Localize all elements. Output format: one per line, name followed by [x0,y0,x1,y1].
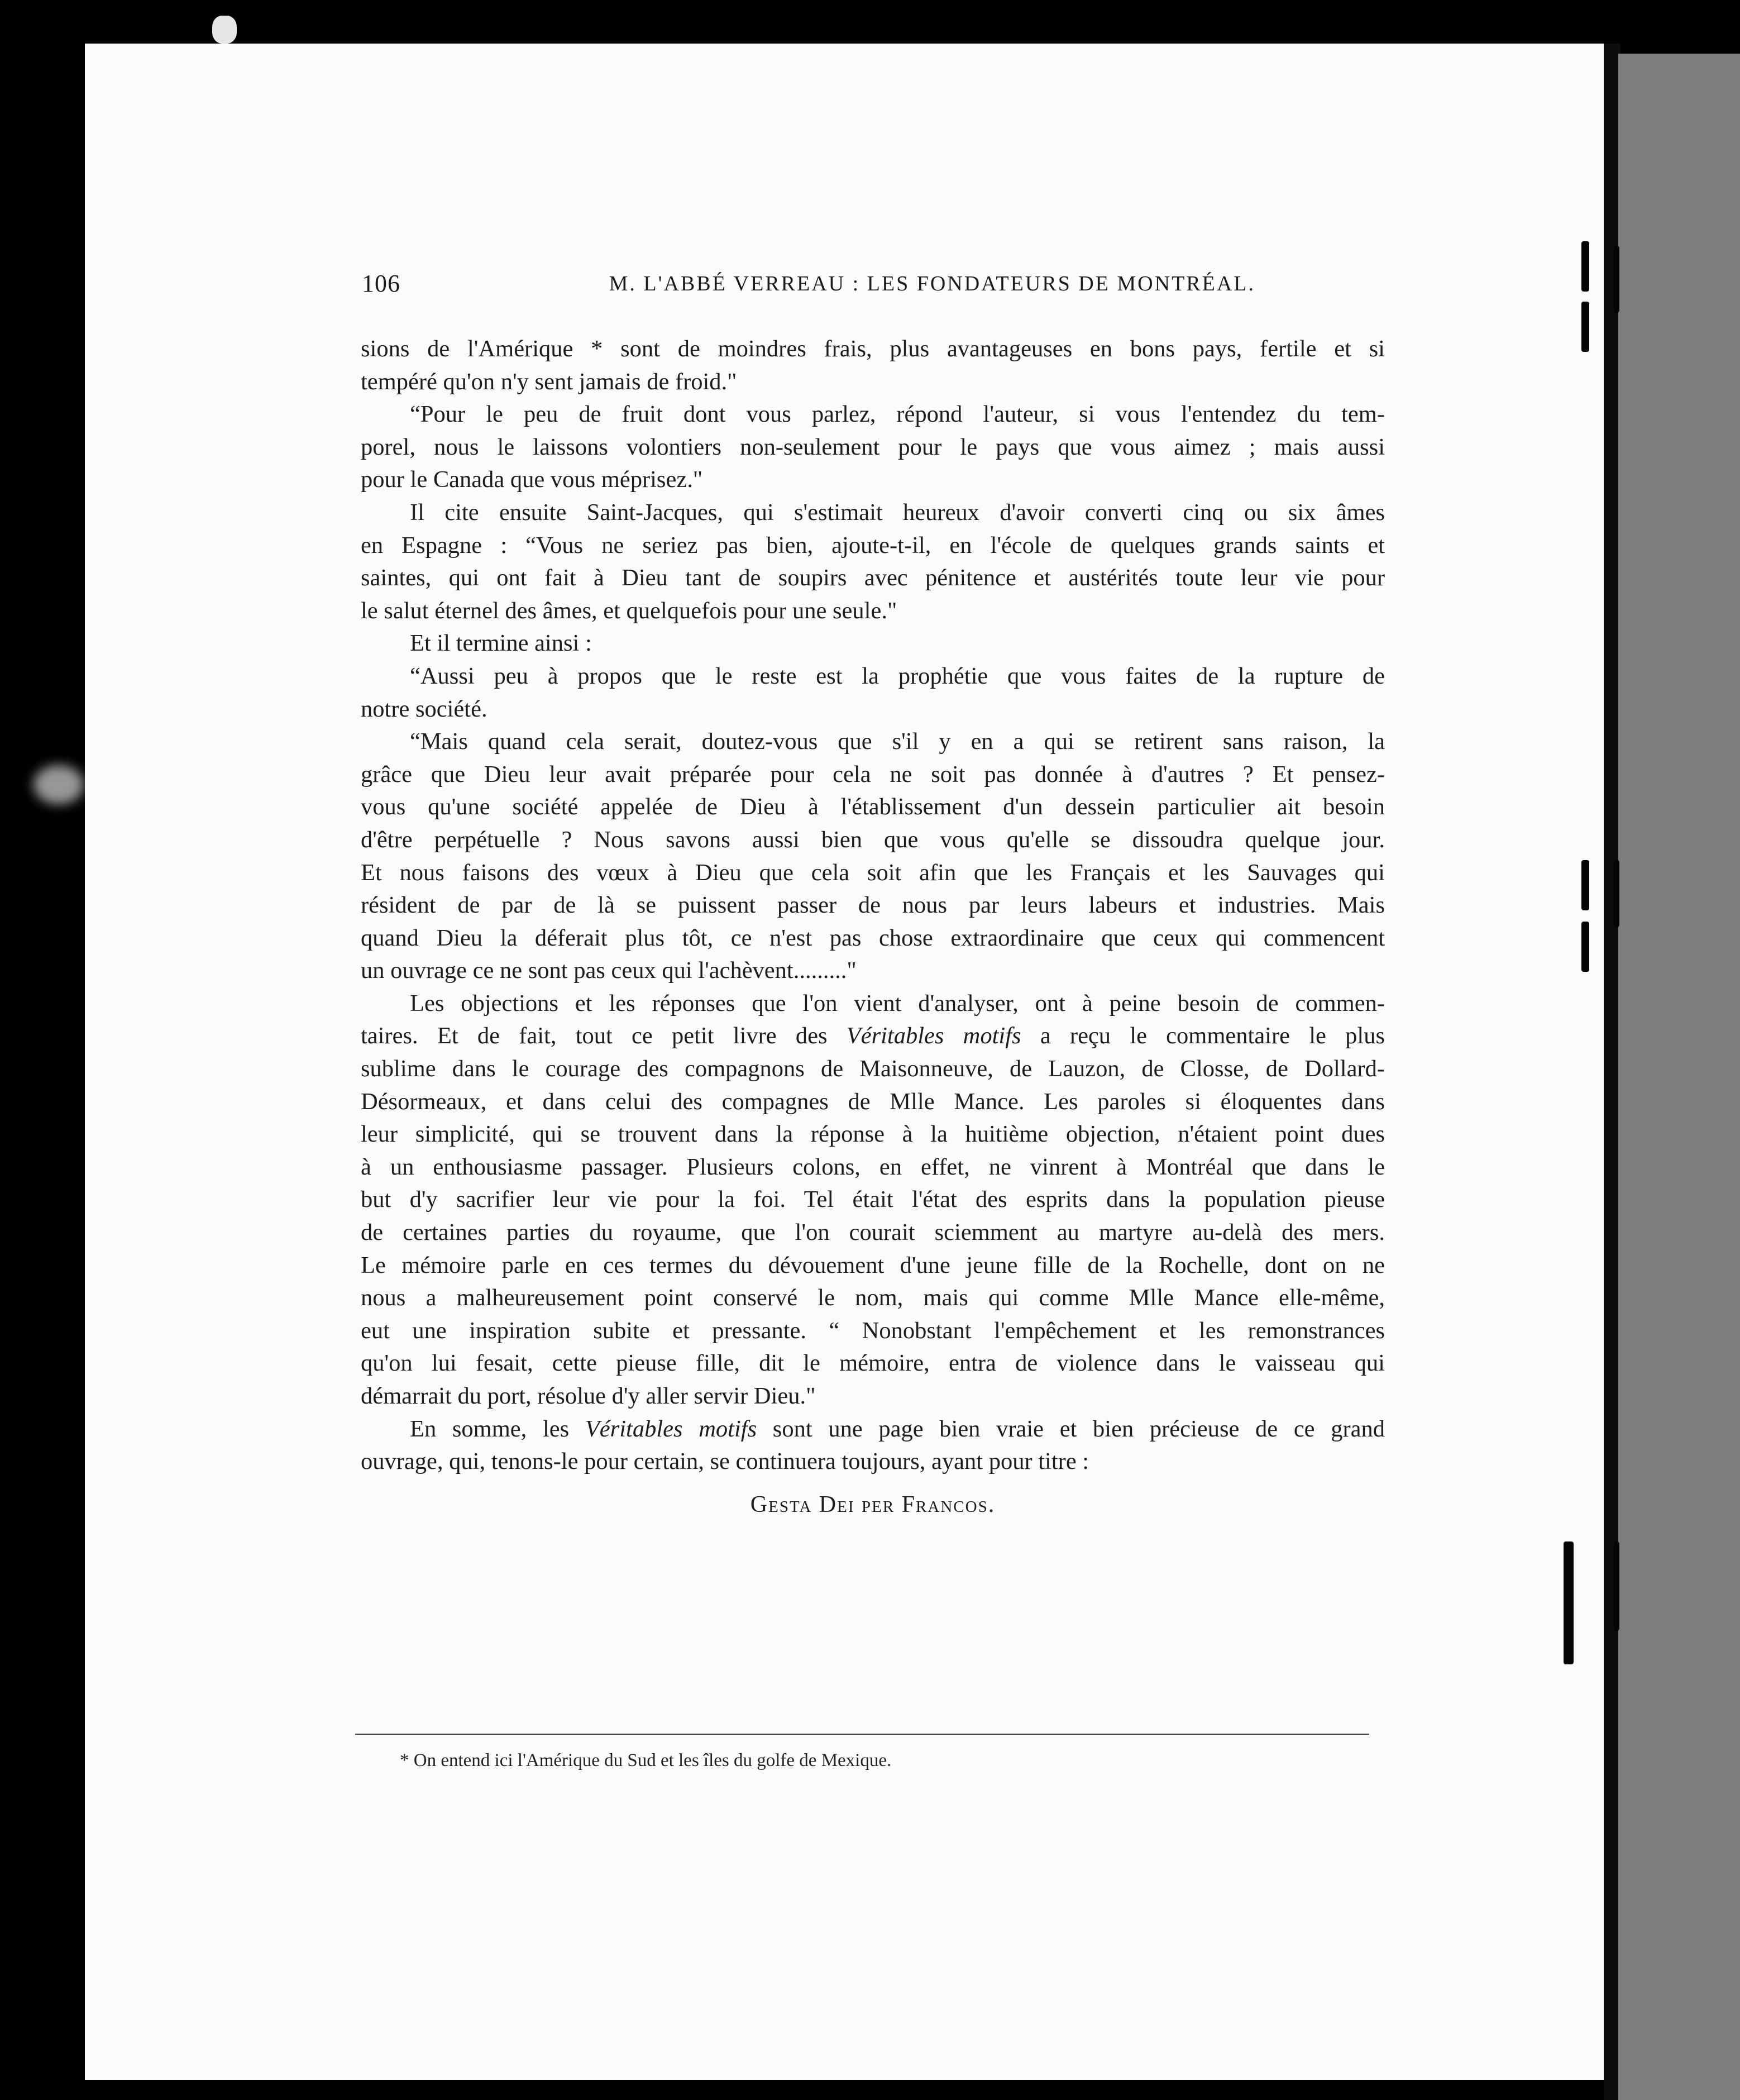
text-line: de certaines parties du royaume, que l'on courait sciemment au martyre au-delà des mers. [361,1219,1385,1246]
paragraph [361,627,1385,660]
paragraph [361,726,1385,987]
paragraph [361,398,1385,497]
text-line: eut une inspiration subite et pressante. “ Nonobstant l'empêchement et les remonstrances [361,1317,1385,1344]
running-head [362,269,1255,303]
text-line: ouvrage, qui, tenons-le pour certain, se continuera toujours, ayant pour titre : [361,1448,1089,1475]
paragraph [361,1413,1385,1478]
paragraph [361,660,1385,726]
text-line: “Pour le peu de fruit dont vous parlez, répond l'auteur, si vous l'entendez du tem- [410,401,1385,428]
text-line: sublime dans le courage des compagnons de Maisonneuve, de Lauzon, de Closse, de Dollard- [361,1056,1385,1082]
binding-mark [1564,1541,1574,1664]
paragraph [361,333,1385,398]
text-line: leur simplicité, qui se trouvent dans la réponse à la huitième objection, n'étaient point dues [361,1121,1385,1148]
footnote: * On entend ici l'Amérique du Sud et les îles du golfe de Mexique. [400,1750,892,1770]
binding-mark [1581,241,1589,292]
text-line: but d'y sacrifier leur vie pour la foi. Tel était l'état des esprits dans la population pieuse [361,1186,1385,1213]
text-line: un ouvrage ce ne sont pas ceux qui l'achèvent........." [361,957,857,984]
text-line: résident de par de là se puissent passer de nous par leurs labeurs et industries. Mais [361,892,1385,919]
book-title-italic: Véritables motifs [585,1415,757,1442]
text-line: taires. Et de fait, tout ce petit livre des Véritables motifs a reçu le commentaire le plus [361,1023,1385,1049]
text-line: à un enthousiasme passager. Plusieurs colons, en effet, ne vinrent à Montréal que dans le [361,1153,1385,1180]
paragraph [361,497,1385,627]
binding-mark [1581,922,1589,972]
text-line: tempéré qu'on n'y sent jamais de froid." [361,368,737,395]
text-line: pour le Canada que vous méprisez." [361,466,703,493]
text-line: saintes, qui ont fait à Dieu tant de soupirs avec pénitence et austérités toute leur vie pour [361,565,1385,591]
text-line: Et il termine ainsi : [410,630,592,657]
text-line: Désormeaux, et dans celui des compagnes de Mlle Mance. Les paroles si éloquentes dans [361,1088,1385,1115]
book-spine [1618,54,1740,2100]
binding-mark [1614,246,1619,313]
scan-speck [212,16,237,44]
text-line: en Espagne : “Vous ne seriez pas bien, ajoute-t-il, en l'école de quelques grands saints et [361,532,1385,559]
scan-blot [34,765,84,804]
text-line: sions de l'Amérique * sont de moindres frais, plus avantageuses en bons pays, fertile et si [361,336,1385,362]
text-line: “Aussi peu à propos que le reste est la prophétie que vous faites de la rupture de [410,662,1385,689]
binding-mark [1581,302,1589,352]
paragraph [361,987,1385,1413]
body-text [361,333,1385,1478]
binding-mark [1614,860,1619,927]
text-line: quand Dieu la déferait plus tôt, ce n'est pas chose extraordinaire que ceux qui commencent [361,924,1385,951]
footnote-divider [355,1734,1369,1735]
text-line: le salut éternel des âmes, et quelquefois pour une seule." [361,597,897,624]
text-line: Le mémoire parle en ces termes du dévouement d'une jeune fille de la Rochelle, dont on ne [361,1252,1385,1278]
text-line: Et nous faisons des vœux à Dieu que cela soit afin que les Français et les Sauvages qui [361,859,1385,886]
text-line: notre société. [361,695,487,722]
book-title-italic: Véritables motifs [846,1023,1021,1049]
text-line: vous qu'une société appelée de Dieu à l'établissement d'un dessein particulier ait besoin [361,794,1385,820]
text-line: nous a malheureusement point conservé le nom, mais qui comme Mlle Mance elle-même, [361,1285,1385,1311]
text-line: grâce que Dieu leur avait préparée pour cela ne soit pas donnée à d'autres ? Et pensez- [361,761,1385,787]
text-line: “Mais quand cela serait, doutez-vous que s'il y en a qui se retirent sans raison, la [410,728,1385,755]
text-line: démarrait du port, résolue d'y aller servir Dieu." [361,1383,816,1409]
text-line: En somme, les Véritables motifs sont une page bien vraie et bien précieuse de ce grand [410,1415,1385,1442]
text-line: d'être perpétuelle ? Nous savons aussi bien que vous qu'elle se dissoudra quelque jour. [361,826,1385,853]
text-line: Il cite ensuite Saint-Jacques, qui s'estimait heureux d'avoir converti cinq ou six âmes [410,499,1385,526]
text-line: qu'on lui fesait, cette pieuse fille, dit le mémoire, entra de violence dans le vaisseau qui [361,1350,1385,1377]
binding-mark [1581,860,1589,910]
text-line: porel, nous le laissons volontiers non-seulement pour le pays que vous aimez ; mais aussi [361,433,1385,460]
running-title: M. L'ABBÉ VERREAU : LES FONDATEURS DE MONTRÉAL. [609,272,1255,295]
binding-mark [1614,1541,1619,1631]
text-line: Les objections et les réponses que l'on vient d'analyser, ont à peine besoin de commen- [410,990,1385,1016]
closing-title: Gesta Dei per Francos. [750,1492,996,1517]
page-number: 106 [362,270,400,297]
